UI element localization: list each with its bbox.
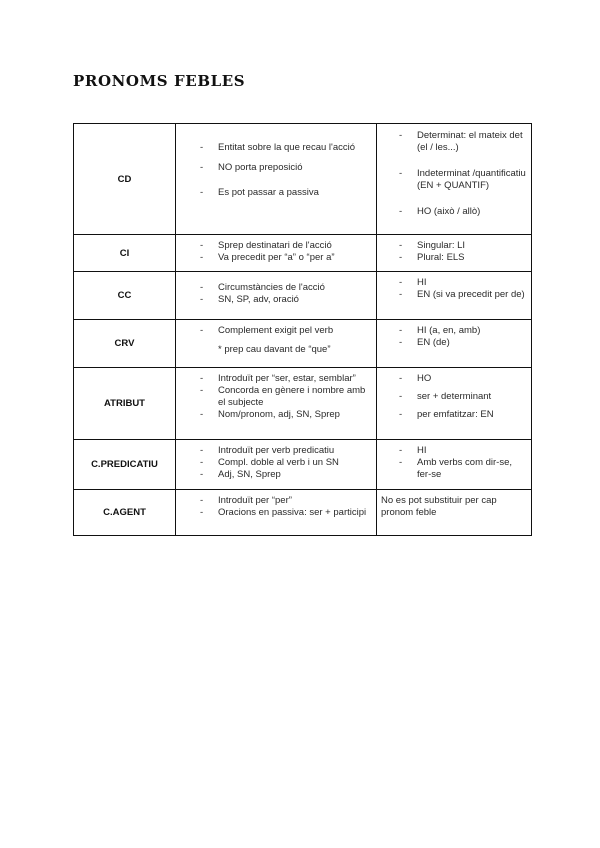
row-label: CRV [74, 320, 176, 368]
page-title: PRONOMS FEBLES [73, 72, 246, 90]
pronoun-cell [377, 320, 532, 368]
table-row [74, 320, 532, 368]
description-cell [176, 368, 377, 440]
table-row [74, 272, 532, 320]
pronoun-cell [377, 368, 532, 440]
list-item: - Amb verbs com dir-se, fer-se [377, 457, 531, 481]
pronoun-cell [377, 235, 532, 272]
table-row [74, 440, 532, 490]
list-item: - EN (de) [377, 337, 531, 349]
pronoun-cell [377, 490, 532, 536]
table-row [74, 490, 532, 536]
list-item: - Determinat: el mateix det (el / les...) [377, 130, 531, 154]
table-row [74, 124, 532, 235]
description-cell [176, 235, 377, 272]
description-cell [176, 320, 377, 368]
list-item: - EN (si va precedit per de) [377, 289, 531, 301]
list-item: - Adj, SN, Sprep [176, 469, 376, 481]
list-item: - Es pot passar a passiva [176, 187, 376, 199]
list-item: - per emfatitzar: EN [377, 409, 531, 421]
list-item: - HI [377, 277, 531, 289]
table-row [74, 368, 532, 440]
list-item: - Sprep destinatari de l'acció [176, 240, 376, 252]
pronoun-cell [377, 124, 532, 235]
row-label: CC [74, 272, 176, 320]
row-label: CI [74, 235, 176, 272]
list-item: - Circumstàncies de l'acció [176, 282, 376, 294]
list-item: - Oracions en passiva: ser + participi [176, 507, 376, 519]
list-item: - Compl. doble al verb i un SN [176, 457, 376, 469]
row-label: ATRIBUT [74, 368, 176, 440]
row-label: CD [74, 124, 176, 235]
note-text: * prep cau davant de “que” [218, 344, 331, 355]
row-label: C.PREDICATIU [74, 440, 176, 490]
list-item: - Introduït per “per” [176, 495, 376, 507]
list-item: - Concorda en gènere i nombre amb el subjecte [176, 385, 376, 409]
pronoun-text: No es pot substituir per cap pronom feble [381, 495, 497, 518]
pronoun-cell [377, 272, 532, 320]
description-cell [176, 490, 377, 536]
list-item: - HO (això / allò) [377, 206, 531, 218]
description-cell [176, 124, 377, 235]
list-item: - Nom/pronom, adj, SN, Sprep [176, 409, 376, 421]
row-label: C.AGENT [74, 490, 176, 536]
list-item: - HI (a, en, amb) [377, 325, 531, 337]
list-item: - HO [377, 373, 531, 385]
list-item: - Va precedit per “a” o “per a” [176, 252, 376, 264]
list-item: - Singular: LI [377, 240, 531, 252]
description-cell [176, 440, 377, 490]
list-item: - Indeterminat /quantificatiu (EN + QUANTIF) [377, 168, 531, 192]
list-item: - SN, SP, adv, oració [176, 294, 376, 306]
list-item: - ser + determinant [377, 391, 531, 403]
list-item: - Introduït per “ser, estar, semblar” [176, 373, 376, 385]
list-item: - Complement exigit pel verb [176, 325, 376, 337]
list-item: - Entitat sobre la que recau l'acció [176, 142, 376, 154]
list-item: - Plural: ELS [377, 252, 531, 264]
list-item: - Introduït per verb predicatiu [176, 445, 376, 457]
description-cell [176, 272, 377, 320]
list-item: - NO porta preposició [176, 162, 376, 174]
table-row [74, 235, 532, 272]
list-item: - HI [377, 445, 531, 457]
pronoun-cell [377, 440, 532, 490]
pronoms-table [73, 123, 532, 536]
